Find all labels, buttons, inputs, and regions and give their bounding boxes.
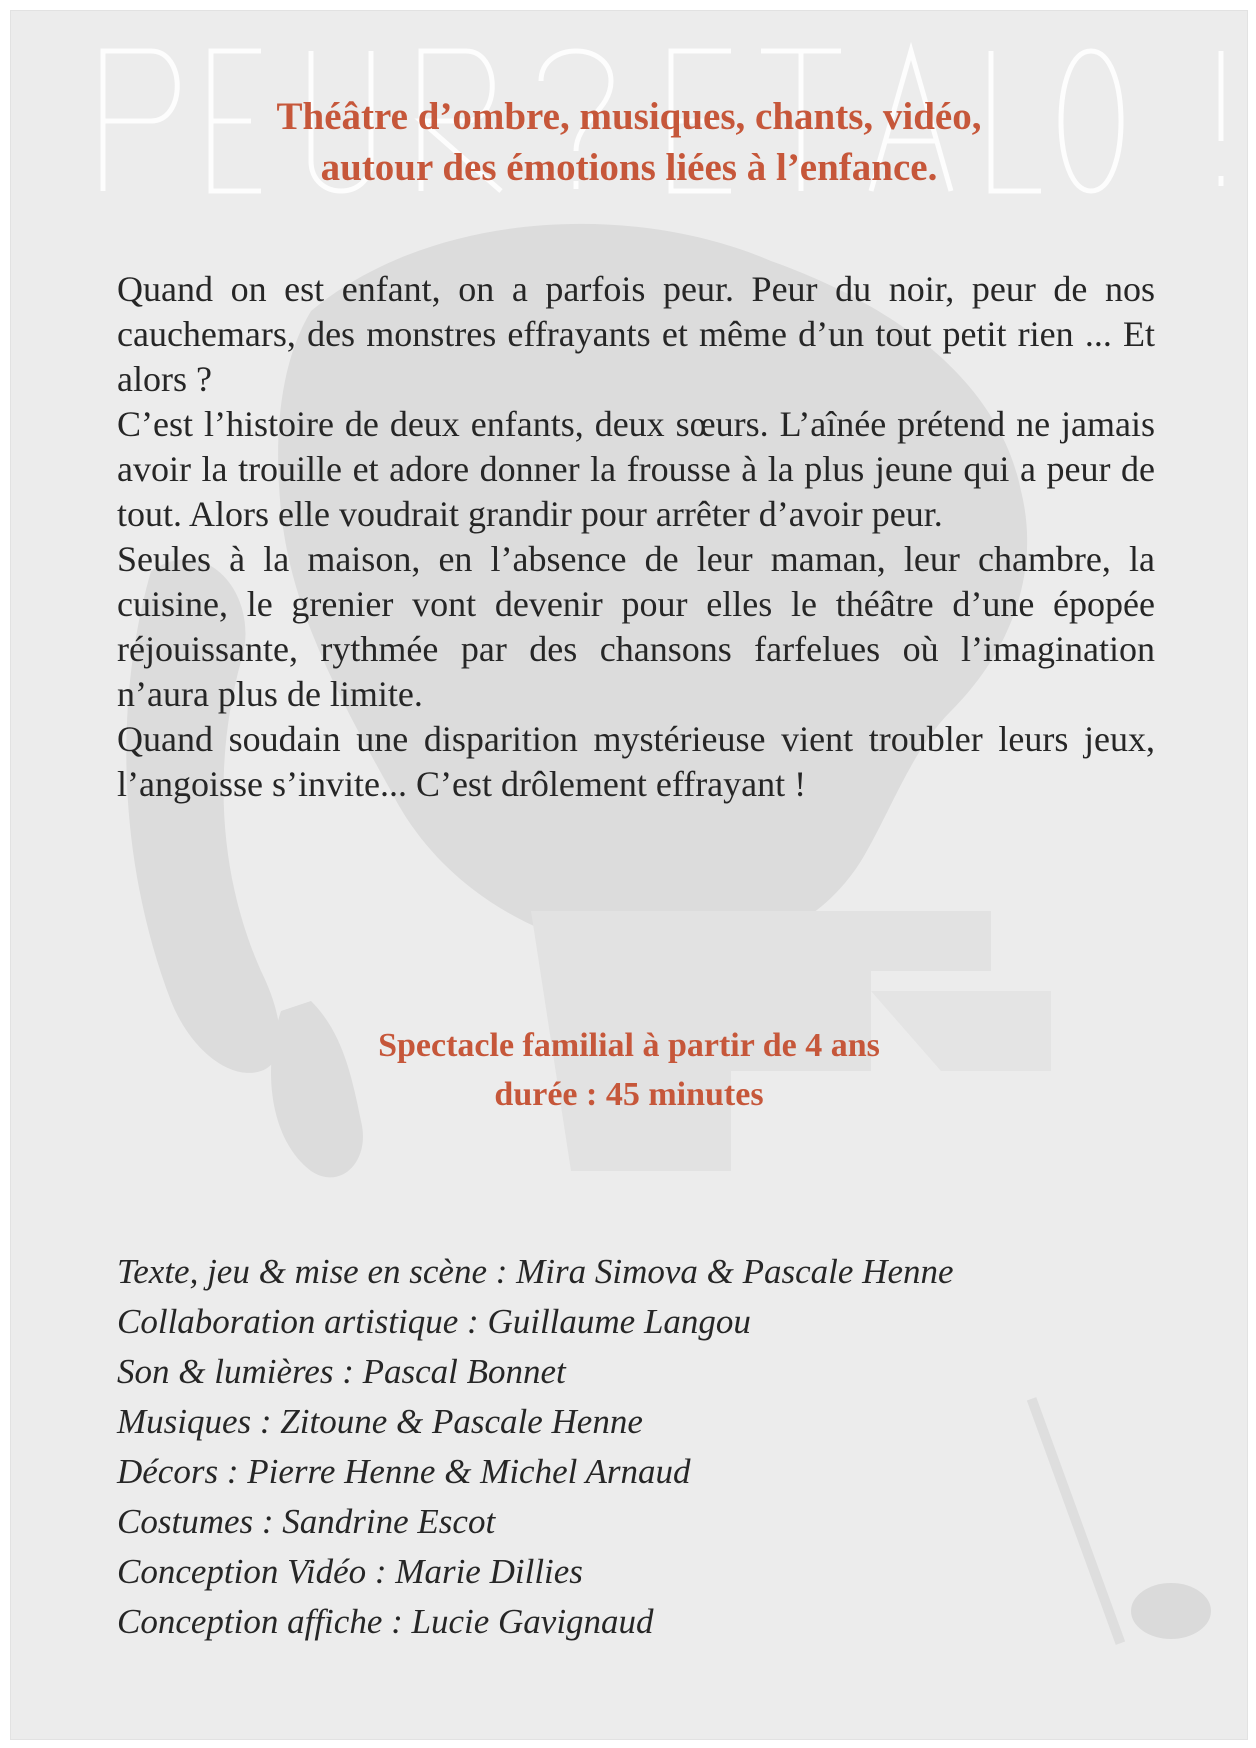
show-duration: durée : 45 minutes — [494, 1076, 764, 1113]
credit-line: Collaboration artistique : Guillaume Langou — [117, 1302, 751, 1341]
audience-age: Spectacle familial à partir de 4 ans — [378, 1027, 880, 1064]
poster-sheet — [10, 10, 1248, 1740]
subtitle-line: Théâtre d’ombre, musiques, chants, vidéo, — [276, 95, 982, 138]
subtitle-line: autour des émotions liées à l’enfance. — [320, 146, 938, 189]
audience-info — [11, 1021, 1247, 1119]
description-paragraph: C’est l’histoire de deux enfants, deux sœurs. L’aînée prétend ne jamais avoir la trouille et adore donner la frousse à la plus jeune qui a peur de tout. Alors elle voudrait grandir pour arrêter d’avoir peur. — [117, 404, 1155, 534]
credit-line: Musiques : Zitoune & Pascale Henne — [117, 1402, 643, 1441]
description-paragraph: Seules à la maison, en l’absence de leur maman, leur chambre, la cuisine, le grenier vont devenir pour elles le théâtre d’une épopée réjouissante, rythmée par des chansons farfelues où l’imagination n’aura plus de limite. — [117, 539, 1155, 714]
description-paragraph: Quand soudain une disparition mystérieuse vient troubler leurs jeux, l’angoisse s’invite... C’est drôlement effrayant ! — [117, 719, 1155, 804]
credit-line: Costumes : Sandrine Escot — [117, 1502, 496, 1541]
credit-line: Texte, jeu & mise en scène : Mira Simova & Pascale Henne — [117, 1252, 954, 1291]
show-description — [117, 267, 1155, 807]
credits-list — [117, 1247, 954, 1647]
credit-line: Décors : Pierre Henne & Michel Arnaud — [117, 1452, 691, 1491]
description-paragraph: Quand on est enfant, on a parfois peur. Peur du noir, peur de nos cauchemars, des monstres effrayants et même d’un tout petit rien ... Et alors ? — [117, 269, 1155, 399]
credit-line: Son & lumières : Pascal Bonnet — [117, 1352, 566, 1391]
credit-line: Conception Vidéo : Marie Dillies — [117, 1552, 583, 1591]
poster-subtitle — [11, 91, 1247, 193]
credit-line: Conception affiche : Lucie Gavignaud — [117, 1602, 654, 1641]
